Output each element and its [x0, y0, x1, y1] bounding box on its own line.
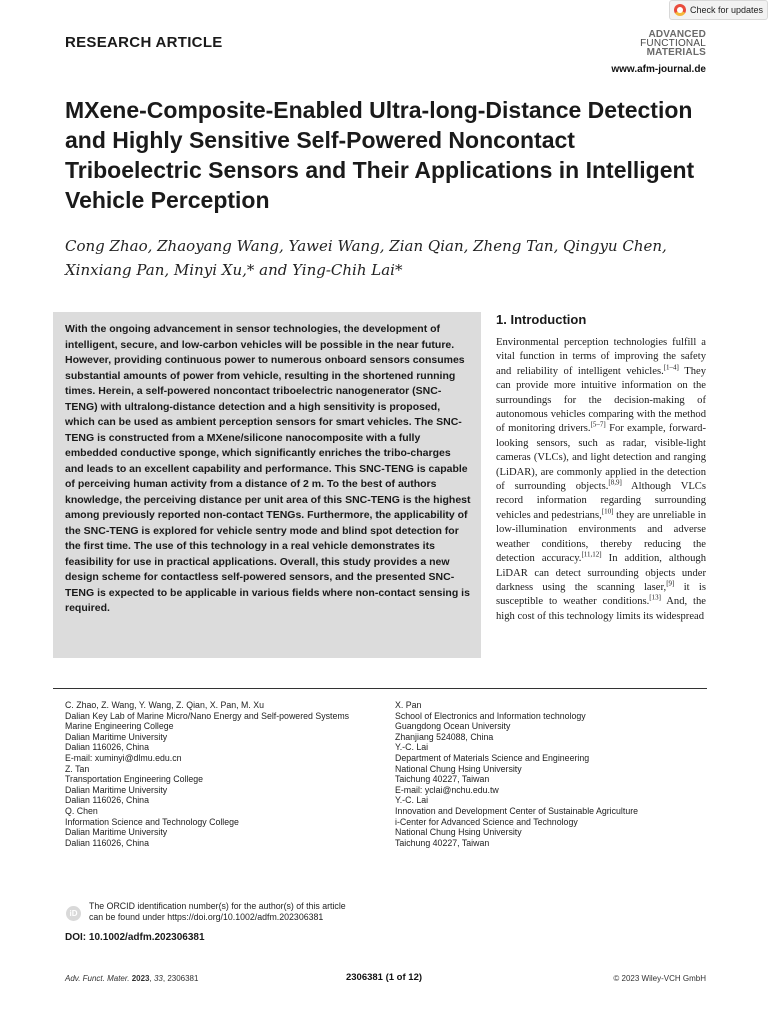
intro-text-segment: They can provide more intuitive information on the surroundings for the decision-making of autonomous vehicles comparing with the method of monitoring drivers.: [496, 365, 706, 435]
footer-copyright: © 2023 Wiley-VCH GmbH: [613, 974, 706, 983]
journal-logo: [640, 30, 706, 57]
affiliation-line: Zhanjiang 524088, China: [395, 731, 494, 742]
affiliation-line: Dalian 116026, China: [65, 837, 149, 848]
affiliations-left-column: [65, 700, 385, 848]
orcid-note-line: The ORCID identification number(s) for the author(s) of this article: [89, 901, 346, 911]
affiliation-authors: Y.-C. Lai: [395, 742, 429, 753]
orcid-note: [89, 901, 389, 923]
affiliation-line: Taichung 40227, Taiwan: [395, 774, 490, 785]
footer-page-number: 2306381 (1 of 12): [345, 972, 423, 983]
affiliation-line: Dalian 116026, China: [65, 795, 149, 806]
affiliation-line: E-mail: yclai@nchu.edu.tw: [395, 784, 499, 795]
affiliation-line: Marine Engineering College: [65, 721, 174, 732]
abstract-box: [53, 312, 481, 658]
journal-logo-line: ADVANCED: [648, 29, 706, 40]
citation-reference[interactable]: [11,12]: [581, 550, 602, 559]
citation-reference[interactable]: [9]: [666, 579, 675, 588]
article-title: MXene-Composite-Enabled Ultra-long-Distance Detection and Highly Sensitive Self-Powered Noncontact Triboelectric Sensors and Their Applications in Intelligent Vehicle Perception: [65, 97, 695, 213]
affiliation-line: Information Science and Technology College: [65, 816, 239, 827]
intro-text-segment: And, the high cost of this technology limits its widespread: [496, 596, 706, 622]
affiliation-line: Dalian Key Lab of Marine Micro/Nano Energy and Self-powered Systems: [65, 710, 350, 721]
check-for-updates-label: Check for updates: [690, 5, 764, 15]
footer-volume: 33: [153, 974, 163, 983]
affiliation-block: [395, 742, 695, 795]
affiliation-line: Transportation Engineering College: [65, 774, 204, 785]
affiliation-line: Dalian 116026, China: [65, 742, 149, 753]
affiliation-block: [65, 700, 385, 764]
affiliation-block: [395, 795, 695, 848]
doi-label: DOI: 10.1002/adfm.202306381: [65, 932, 205, 943]
affiliation-line: Guangdong Ocean University: [395, 721, 511, 732]
citation-reference[interactable]: [1–4]: [663, 363, 679, 372]
affiliation-block: [65, 806, 385, 848]
author-line: Cong Zhao, Zhaoyang Wang, Yawei Wang, Zian Qian, Zheng Tan, Qingyu Chen,: [65, 237, 667, 255]
affiliation-line: School of Electronics and Information technology: [395, 710, 586, 721]
article-type-label: RESEARCH ARTICLE: [65, 34, 223, 51]
affiliation-line: National Chung Hsing University: [395, 763, 522, 774]
footer-year: 2023: [131, 974, 150, 983]
abstract-text: With the ongoing advancement in sensor technologies, the development of intelligent, secure, and low-carbon vehicles will be possible in the near future. However, providing continuous power to numerous onboard sensors consumes substantial amounts of power from vehicle, resulting in the shortened running times. Herein, a self-powered noncontact triboelectric nanogenerator (SNC-TENG) with ultralong-distance detection and a high sensitivity is proposed, which can be used as ambient perception sensors for smart vehicles. The SNC-TENG is constructed from a MXene/silicone nanocomposite with a fully embedded conductive sponge, which significantly enriches the tribo-charges and leads to an excellent capability and performance. This SNC-TENG is capable of perceiving human activity from a distance of 2 m. To the best of authors knowledge, the perceiving distance per unit area of this SNC-TENG is the highest among previously reported non-contact TENGs. Furthermore, the applicability of the SNC-TENG is explored for vehicle sentry mode and blind spot detection for the first time. The use of this technology in a real vehicle demonstrates its feasibility for use in practical applications. Overall, this study provides a new design scheme for contactless self-powered sensors, and the presented SNC-TENG is expected to be applicable in various fields where non-contact sensing is required.: [65, 323, 471, 614]
footer-citation: Adv. Funct. Mater. 2023, 33, 2306381: [65, 974, 199, 983]
affiliation-authors: C. Zhao, Z. Wang, Y. Wang, Z. Qian, X. Pan, M. Xu: [65, 700, 264, 710]
affiliation-authors: Y.-C. Lai: [395, 795, 429, 806]
citation-reference[interactable]: [5–7]: [590, 420, 606, 429]
citation-reference[interactable]: [8,9]: [608, 478, 622, 487]
check-for-updates-button[interactable]: [669, 0, 768, 20]
affiliation-line: Department of Materials Science and Engineering: [395, 752, 590, 763]
orcid-icon: iD: [66, 906, 81, 921]
intro-text-segment: it is susceptible to weather conditions.: [496, 581, 706, 608]
affiliation-authors: Q. Chen: [65, 805, 98, 816]
author-line: Xinxiang Pan, Minyi Xu,* and Ying-Chih Lai*: [65, 261, 403, 279]
affiliations-right-column: [395, 700, 695, 848]
author-list: [65, 234, 705, 282]
journal-url-link[interactable]: www.afm-journal.de: [611, 64, 706, 75]
intro-text-segment: In addition, although LiDAR can detect surrounding objects under darkness using the scanning laser,: [496, 553, 706, 593]
crossmark-icon: [674, 4, 686, 16]
citation-reference[interactable]: [13]: [649, 593, 661, 602]
intro-text-segment: Environmental perception technologies fulfill a vital function in terms of improving the safety and reliability of intelligent vehicles.: [496, 337, 706, 377]
affiliation-authors: X. Pan: [395, 700, 422, 710]
intro-text-segment: they are unreliable in low-illumination environments and adverse weather conditions, thereby reducing the detection accuracy.: [496, 509, 707, 565]
affiliation-block: [395, 700, 695, 742]
footer-journal-abbrev: Adv. Funct. Mater.: [65, 974, 130, 983]
section-divider: [53, 688, 707, 689]
affiliation-line: i-Center for Advanced Science and Technology: [395, 816, 578, 827]
affiliation-line: Innovation and Development Center of Sustainable Agriculture: [395, 805, 639, 816]
affiliation-line: E-mail: xuminyi@dlmu.edu.cn: [65, 752, 182, 763]
introduction-paragraph: [496, 336, 706, 624]
citation-reference[interactable]: [10]: [601, 507, 614, 516]
footer-article-number: 2306381: [167, 974, 199, 983]
orcid-note-line: can be found under https://doi.org/10.1002/adfm.202306381: [89, 912, 324, 922]
intro-text-segment: Although VLCs record information regarding surrounding vehicles and pedestrians,: [496, 481, 707, 521]
journal-logo-line: FUNCTIONAL: [640, 38, 706, 49]
affiliation-line: Dalian Maritime University: [65, 784, 168, 795]
affiliation-authors: Z. Tan: [65, 763, 90, 774]
affiliation-block: [65, 764, 385, 806]
intro-text-segment: For example, forward-looking sensors, such as radar, visible-light cameras (VLCs), and light detection and ranging (LiDAR), are commonly applied in the detection of surrounding objects.: [496, 423, 706, 493]
journal-logo-line: MATERIALS: [646, 47, 706, 58]
affiliation-line: Dalian Maritime University: [65, 731, 168, 742]
section-heading-introduction: 1. Introduction: [496, 312, 587, 327]
affiliation-line: Dalian Maritime University: [65, 827, 168, 838]
affiliation-line: National Chung Hsing University: [395, 827, 522, 838]
affiliation-line: Taichung 40227, Taiwan: [395, 837, 490, 848]
